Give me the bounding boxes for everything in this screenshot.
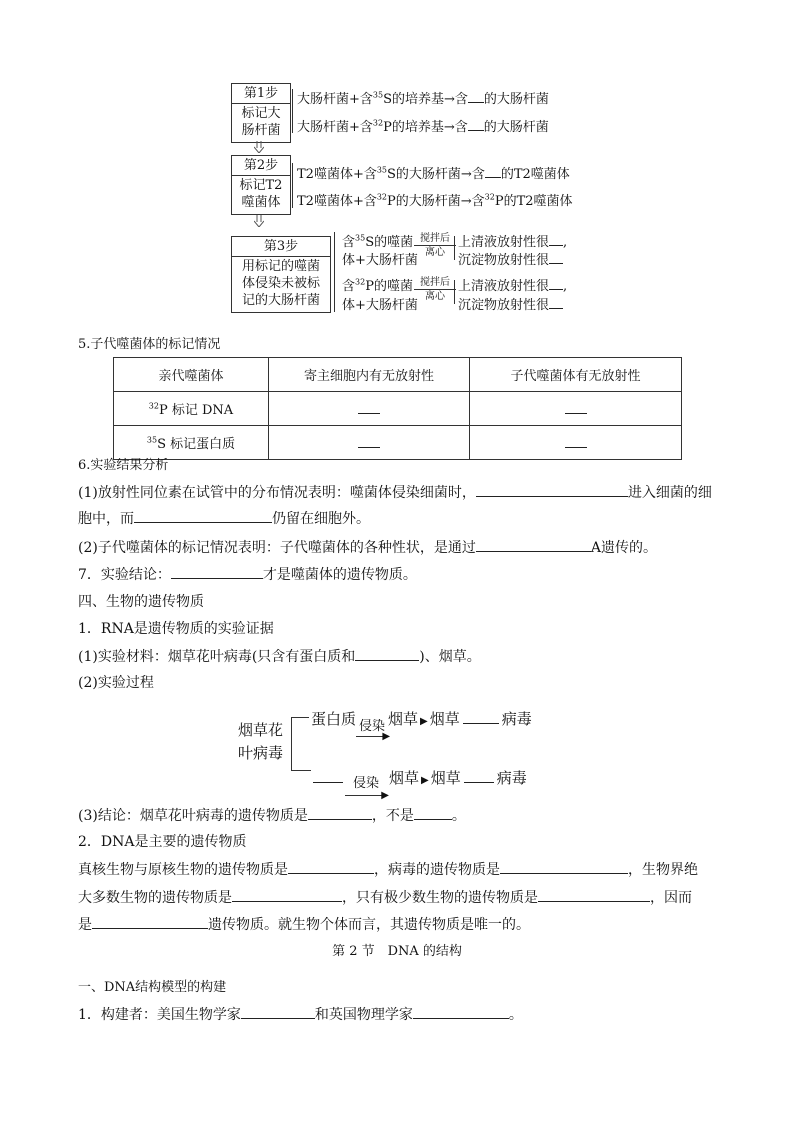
step3-out-b2: 沉淀物放射性很 [458, 294, 563, 313]
part4-s1-2: (2)实验过程 [78, 675, 154, 691]
table-header: 子代噬菌体有无放射性 [470, 358, 682, 392]
stir-centrifuge-arrow: 搅拌后 离心 [414, 277, 456, 304]
section5-heading: 5.子代噬菌体的标记情况 [78, 337, 221, 352]
label-table [113, 357, 682, 460]
step2-title: 第2步 [232, 156, 290, 176]
sec6-para1-line1: (1)放射性同位素在试管中的分布情况表明：噬菌体侵染细菌时， 进入细菌的细 [78, 482, 712, 502]
section2-heading: 一、DNA结构模型的构建 [78, 980, 227, 995]
step3-group-a-l1: 含$^{35}$S的噬菌 [342, 233, 414, 250]
step1-title: 第1步 [232, 84, 290, 104]
step3-out-a2: 沉淀物放射性很 [458, 249, 563, 268]
table-cell [470, 426, 682, 460]
part4-heading: 四、生物的遗传物质 [78, 594, 204, 610]
section2-title: 第 2 节 DNA 的结构 [332, 944, 462, 959]
part4-s2-line1: 真核生物与原核生物的遗传物质是 ，病毒的遗传物质是 ，生物界绝 [78, 859, 698, 879]
table-header: 亲代噬菌体 [114, 358, 269, 392]
table-header: 寄主细胞内有无放射性 [269, 358, 470, 392]
flow-protein: 蛋白质 [311, 710, 357, 728]
step2-text-2: 噬菌体 [241, 195, 281, 210]
step3-text-3: 记的大肠杆菌 [241, 293, 320, 308]
part4-s2-line3: 是 遗传物质。就生物个体而言，其遗传物质是唯一的。 [78, 914, 530, 934]
step1-line-a: 大肠杆菌+含$^{35}$S的培养基→含 的大肠杆菌 [297, 90, 549, 107]
table-cell [269, 426, 470, 460]
table-row [114, 426, 682, 460]
part4-s1-1: (1)实验材料：烟草花叶病毒(只含有蛋白质和 )、烟草。 [78, 646, 481, 666]
table-cell [269, 392, 470, 426]
step3-text-1: 用标记的噬菌 [241, 259, 320, 274]
step2-box [231, 155, 291, 215]
flow-bottom-branch: 侵染 ▶ 烟草 ▶ 烟草 病毒 [313, 767, 527, 788]
part4-s2-heading: 2．DNA是主要的遗传物质 [78, 834, 247, 850]
table-header-row [114, 358, 682, 392]
step3-text-2: 体侵染未被标 [241, 276, 320, 291]
step3-out-b1: 上清液放射性很 , [458, 275, 567, 294]
table-cell [470, 392, 682, 426]
flow-source: 烟草花 叶病毒 [238, 721, 284, 762]
step3-box [231, 236, 331, 313]
step3-group-b-l2: 体+大肠杆菌 [342, 298, 418, 313]
sec6-para2: (2)子代噬菌体的标记情况表明：子代噬菌体的各种性状，是通过 A遗传的。 [78, 537, 657, 557]
flow-top-branch: 蛋白质 侵染 ▶ 烟草 ▶ 烟草 病毒 [311, 710, 532, 742]
section6-heading: 6.实验结果分析 [78, 458, 169, 473]
down-arrow-icon [254, 141, 264, 153]
step3-title: 第3步 [232, 237, 330, 257]
step3-group-b-l1: 含$^{32}$P的噬菌 [342, 277, 413, 294]
step1-text-1: 标记大 [241, 106, 281, 121]
table-cell: $^{32}$P 标记 DNA [114, 392, 269, 426]
step2-line-a: T2噬菌体+含$^{35}$S的大肠杆菌→含 的T2噬菌体 [297, 165, 570, 182]
step1-line-b: 大肠杆菌+含$^{32}$P的培养基→含 的大肠杆菌 [297, 118, 549, 135]
step1-box [231, 83, 291, 143]
sec7-conclusion: 7．实验结论： 才是噬菌体的遗传物质。 [78, 564, 417, 584]
section2-builders: 1．构建者：美国生物学家 和英国物理学家 。 [78, 1004, 523, 1024]
step3-group-a-l2: 体+大肠杆菌 [342, 253, 418, 268]
part4-s1-heading: 1．RNA是遗传物质的实验证据 [78, 621, 274, 637]
step1-text-2: 肠杆菌 [241, 123, 281, 138]
step3-out-a1: 上清液放射性很 , [458, 231, 567, 250]
table-cell: $^{35}$S 标记蛋白质 [114, 426, 269, 460]
step2-line-b: T2噬菌体+含$^{32}$P的大肠杆菌→含$^{32}$P的T2噬菌体 [297, 192, 573, 209]
part4-s2-line2: 大多数生物的遗传物质是 ，只有极少数生物的遗传物质是 ，因而 [78, 887, 692, 907]
step2-text-1: 标记T2 [239, 178, 283, 193]
table-row [114, 392, 682, 426]
down-arrow-icon [254, 215, 264, 227]
stir-centrifuge-arrow: 搅拌后 离心 [414, 233, 456, 260]
part4-s1-3: (3)结论：烟草花叶病毒的遗传物质是 ，不是 。 [78, 805, 466, 825]
sec6-para1-line2: 胞中，而 仍留在细胞外。 [78, 508, 370, 528]
